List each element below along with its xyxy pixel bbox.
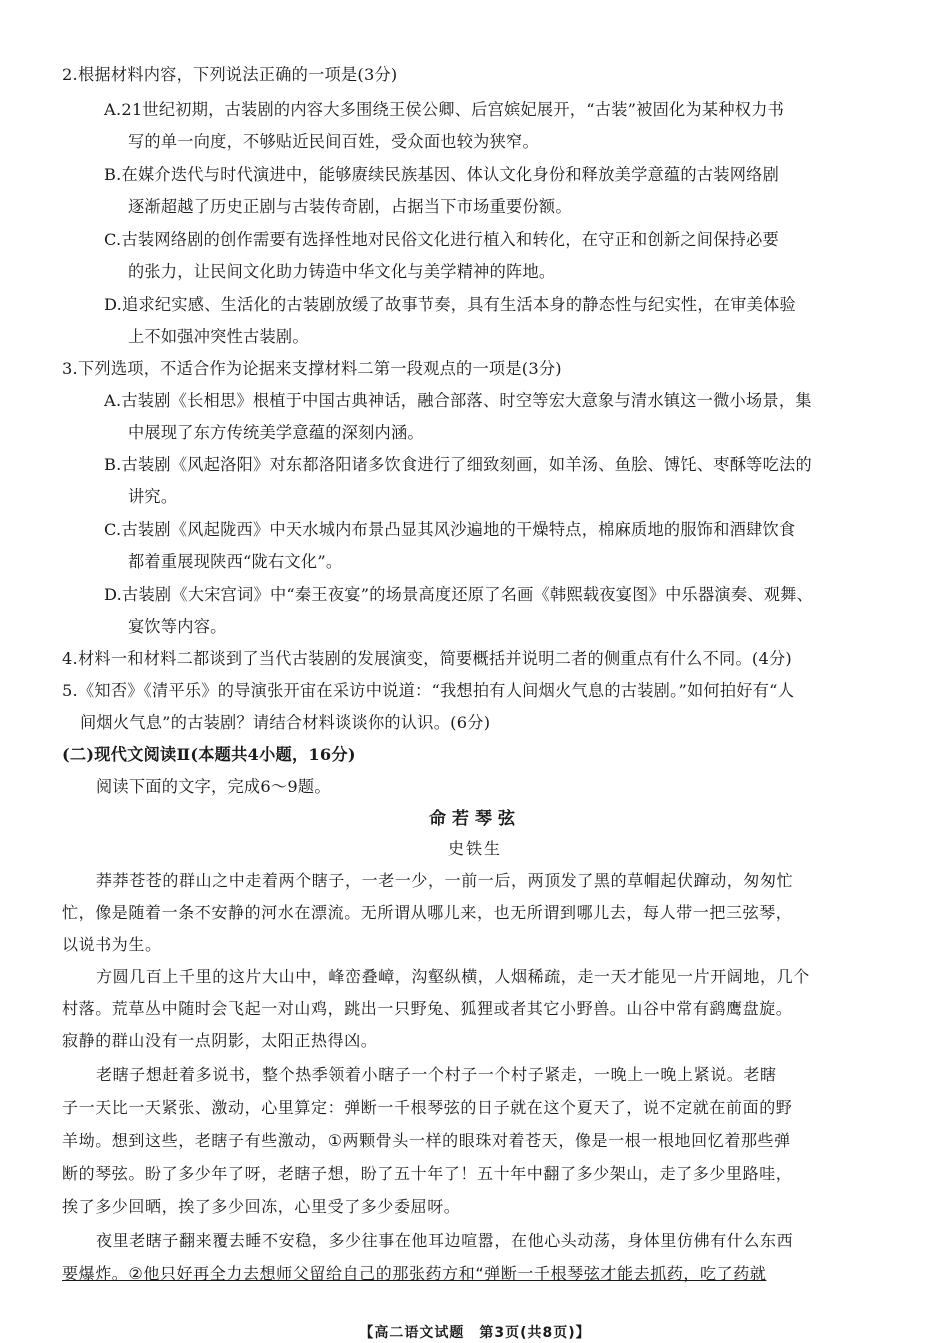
q5-stem: 5.《知否》《清平乐》的导演张开宙在采访中说道：“我想拍有人间烟火气息的古装剧。”如何拍好有“人 [62, 681, 795, 700]
article-p4-line2: 要爆炸。②他只好再全力去想师父留给自己的那张药方和“弹断一千根琴弦才能去抓药，吃了药就 [62, 1264, 767, 1283]
article-p1-line1: 莽莽苍苍的群山之中走着两个瞎子，一老一少，一前一后，两顶发了黑的草帽起伏蹿动，匆匆忙 [96, 871, 794, 890]
q3-option-c-cont: 都着重展现陕西“陇右文化”。 [128, 552, 343, 571]
q2-option-b: B.在媒介迭代与时代演进中，能够赓续民族基因、体认文化身份和释放美学意蕴的古装网络剧 [104, 165, 780, 184]
q3-option-d: D.古装剧《大宋宫词》中“秦王夜宴”的场景高度还原了名画《韩熙载夜宴图》中乐器演奏、观舞、 [104, 585, 814, 604]
article-p2-line2: 村落。荒草丛中随时会飞起一对山鸡，跳出一只野兔、狐狸或者其它小野兽。山谷中常有鹞鹰盘旋。 [62, 999, 793, 1018]
q2-option-a-cont: 写的单一向度，不够贴近民间百姓，受众面也较为狭窄。 [128, 132, 539, 151]
q2-option-b-cont: 逐渐超越了历史正剧与古装传奇剧，占据当下市场重要份额。 [128, 197, 572, 216]
page-footer: 【高二语文试题 第3页(共8页)】 [359, 1325, 591, 1341]
section-instruction: 阅读下面的文字，完成6～9题。 [96, 777, 331, 796]
article-p3-line2: 子一天比一天紧张、激动，心里算定：弹断一千根琴弦的日子就在这个夏天了，说不定就在前面的野 [62, 1098, 793, 1117]
q3-option-d-cont: 宴饮等内容。 [128, 617, 227, 636]
q3-option-b-cont: 讲究。 [128, 487, 178, 506]
article-p3-line4: 断的琴弦。盼了多少年了呀，老瞎子想，盼了五十年了！五十年中翻了多少架山，走了多少里路哇， [62, 1164, 793, 1183]
q2-option-d: D.追求纪实感、生活化的古装剧放缓了故事节奏，具有生活本身的静态性与纪实性，在审美体验 [104, 295, 796, 314]
article-p1-line3: 以说书为生。 [62, 935, 162, 954]
q3-option-b: B.古装剧《风起洛阳》对东都洛阳诸多饮食进行了细致刻画，如羊汤、鱼脍、馎饦、枣酥等吃法的 [104, 455, 812, 474]
q4-stem: 4.材料一和材料二都谈到了当代古装剧的发展演变，简要概括并说明二者的侧重点有什么不同。(4分) [62, 649, 792, 668]
article-p3-line3: 羊坳。想到这些，老瞎子有些激动，①两颗骨头一样的眼珠对着苍天，像是一根一根地回忆着那些弹 [62, 1131, 791, 1150]
q5-stem-cont: 间烟火气息”的古装剧？请结合材料谈谈你的认识。(6分) [80, 713, 491, 732]
section-heading: (二)现代文阅读Ⅱ(本题共4小题，16分) [62, 745, 356, 764]
q2-option-a: A.21世纪初期，古装剧的内容大多围绕王侯公卿、后宫嫔妃展开，“古装”被固化为某种权力书 [104, 100, 785, 119]
q3-option-a-cont: 中展现了东方传统美学意蕴的深刻内涵。 [128, 423, 424, 442]
article-p4-line1: 夜里老瞎子翻来覆去睡不安稳，多少往事在他耳边喧嚣，在他心头动荡，身体里仿佛有什么东西 [96, 1231, 794, 1250]
article-author: 史铁生 [447, 839, 502, 858]
q2-option-d-cont: 上不如强冲突性古装剧。 [128, 327, 309, 346]
article-p3-line5: 挨了多少回晒，挨了多少回冻，心里受了多少委屈呀。 [62, 1197, 461, 1216]
article-p3-line1: 老瞎子想赶着多说书，整个热季领着小瞎子一个村子一个村子紧走，一晚上一晚上紧说。老瞎 [96, 1065, 777, 1084]
article-p2-line1: 方圆几百上千里的这片大山中，峰峦叠嶂，沟壑纵横，人烟稀疏，走一天才能见一片开阔地，几个 [96, 967, 810, 986]
article-p1-line2: 忙，像是随着一条不安静的河水在漂流。无所谓从哪儿来，也无所谓到哪儿去，每人带一把三弦琴， [62, 903, 793, 922]
q2-stem: 2.根据材料内容，下列说法正确的一项是(3分) [62, 65, 398, 84]
q3-stem: 3.下列选项，不适合作为论据来支撑材料二第一段观点的一项是(3分) [62, 359, 562, 378]
article-title: 命若琴弦 [429, 809, 521, 829]
q2-option-c-cont: 的张力，让民间文化助力铸造中华文化与美学精神的阵地。 [128, 262, 556, 281]
q3-option-c: C.古装剧《风起陇西》中天水城内布景凸显其风沙遍地的干燥特点，棉麻质地的服饰和酒肆饮食 [104, 520, 796, 539]
q3-option-a: A.古装剧《长相思》根植于中国古典神话，融合部落、时空等宏大意象与清水镇这一微小场景，集 [104, 391, 812, 410]
article-p2-line3: 寂静的群山没有一点阴影，太阳正热得凶。 [62, 1031, 378, 1050]
q2-option-c: C.古装网络剧的创作需要有选择性地对民俗文化进行植入和转化，在守正和创新之间保持必要 [104, 230, 779, 249]
